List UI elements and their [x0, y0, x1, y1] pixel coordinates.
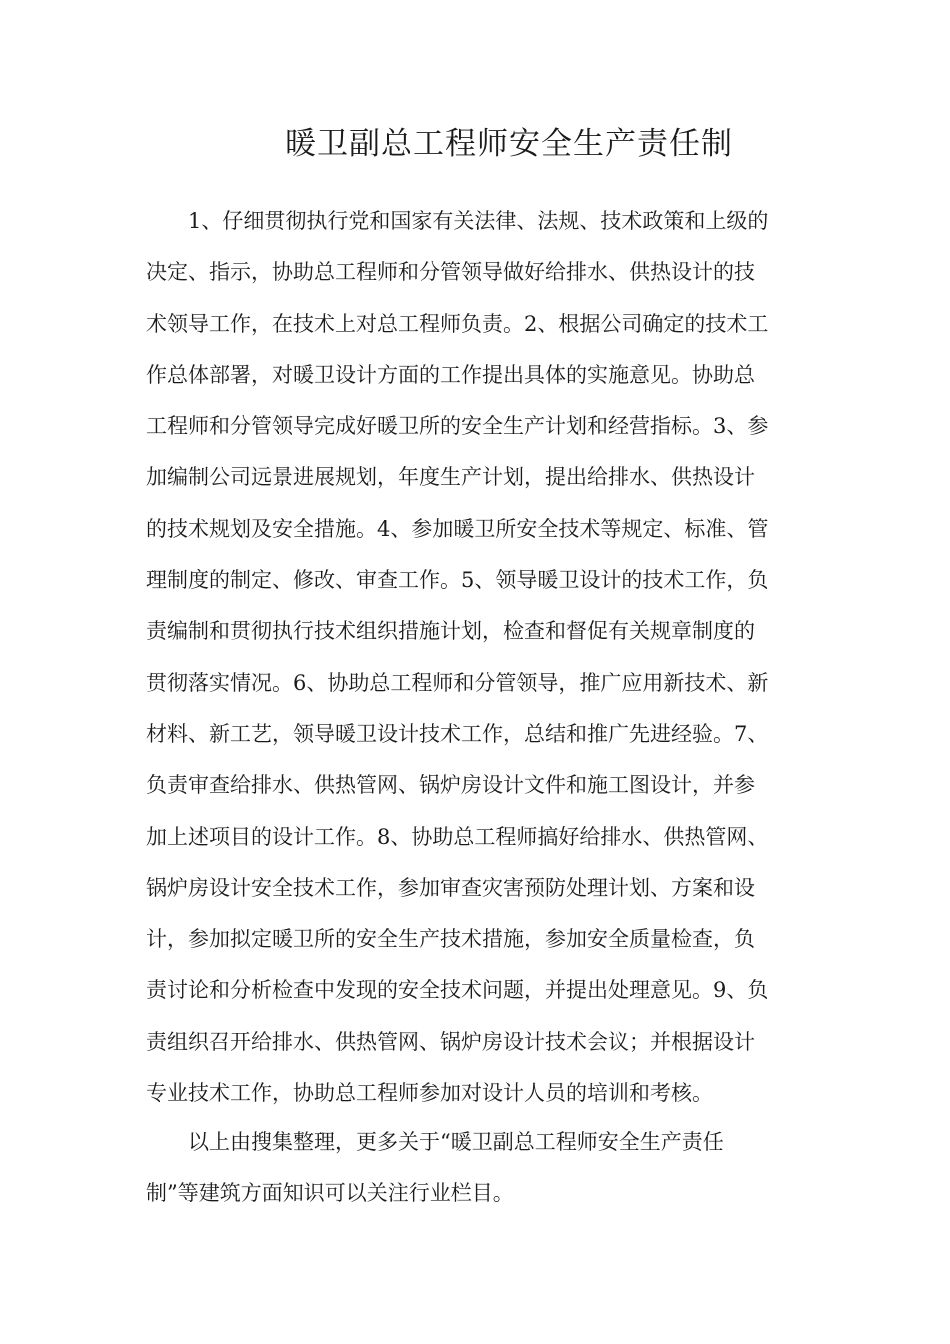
- body-line: 加编制公司远景进展规划，年度生产计划，提出给排水、供热设计: [146, 465, 755, 490]
- body-line: 责组织召开给排水、供热管网、锅炉房设计技术会议；并根据设计: [146, 1029, 755, 1054]
- body-line: 责讨论和分析检查中发现的安全技术问题，并提出处理意见。9、负: [146, 978, 769, 1003]
- body-line: 理制度的制定、修改、审查工作。5、领导暖卫设计的技术工作，负: [146, 568, 769, 593]
- body-line: 专业技术工作，协助总工程师参加对设计人员的培训和考核。: [146, 1081, 713, 1106]
- document-title: 暖卫副总工程师安全生产责任制: [285, 126, 733, 162]
- body-line: 的技术规划及安全措施。4、参加暖卫所安全技术等规定、标准、管: [146, 516, 769, 541]
- closing-paragraph: [146, 1117, 806, 1220]
- body-line: 计，参加拟定暖卫所的安全生产技术措施，参加安全质量检查，负: [146, 927, 755, 952]
- body-line: 作总体部署，对暖卫设计方面的工作提出具体的实施意见。协助总: [146, 362, 755, 387]
- body-line: 贯彻落实情况。6、协助总工程师和分管领导，推广应用新技术、新: [146, 670, 769, 695]
- body-line: 负责审查给排水、供热管网、锅炉房设计文件和施工图设计，并参: [146, 773, 755, 798]
- body-line: 术领导工作，在技术上对总工程师负责。2、根据公司确定的技术工: [146, 311, 769, 336]
- closing-line: 制”等建筑方面知识可以关注行业栏目。: [146, 1181, 514, 1206]
- body-line: 1、仔细贯彻执行党和国家有关法律、法规、技术政策和上级的: [188, 209, 769, 233]
- body-line: 工程师和分管领导完成好暖卫所的安全生产计划和经营指标。3、参: [146, 414, 769, 439]
- body-line: 材料、新工艺，领导暖卫设计技术工作，总结和推广先进经验。7、: [146, 721, 769, 746]
- body-line: 责编制和贯彻执行技术组织措施计划，检查和督促有关规章制度的: [146, 619, 755, 644]
- body-paragraph: [146, 196, 806, 1119]
- closing-line: 以上由搜集整理，更多关于“暖卫副总工程师安全生产责任: [188, 1130, 724, 1154]
- body-line: 加上述项目的设计工作。8、协助总工程师搞好给排水、供热管网、: [146, 824, 769, 849]
- body-line: 决定、指示，协助总工程师和分管领导做好给排水、供热设计的技: [146, 260, 755, 285]
- body-line: 锅炉房设计安全技术工作，参加审查灾害预防处理计划、方案和设: [146, 875, 755, 900]
